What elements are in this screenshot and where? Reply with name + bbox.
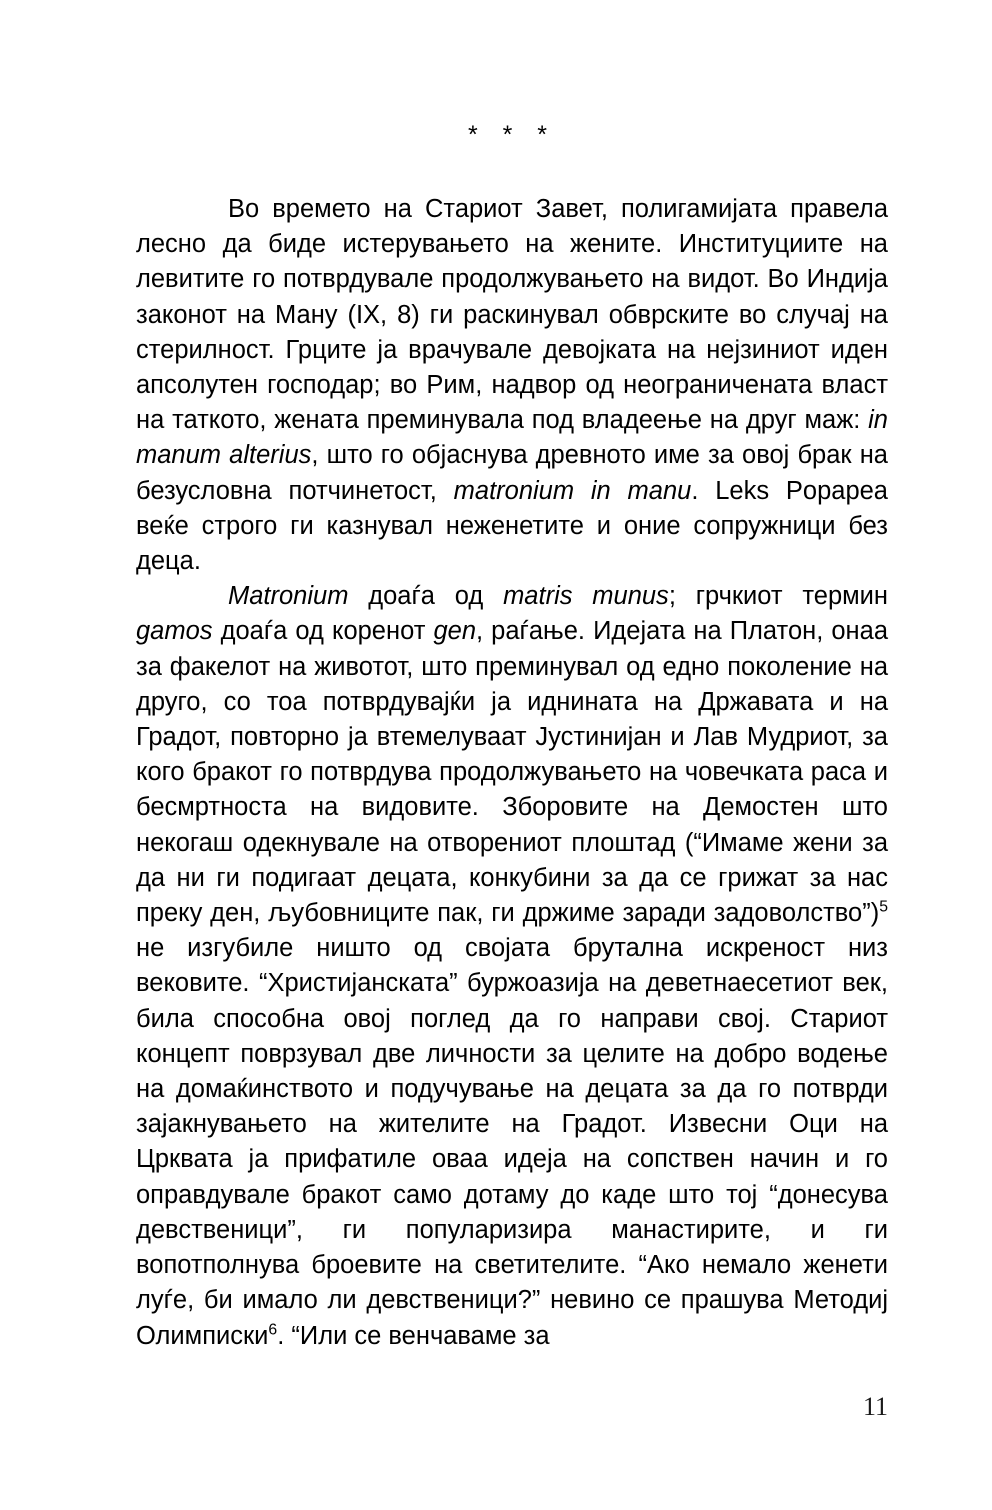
paragraph-1: Во времето на Стариот Завет, полигамијата правела лесно да биде истерувањето на жените. Институциите на левитите го потврдувале продолжувањето на видот. Во Индија законот на Ману (IX, 8) ги раскинувал обврските во случај на стерилност. Грците ја врачувале девојката на нејзиниот иден апсолутен господар; во Рим, надвор од неограничената власт на таткото, жената преминувала под владеење на друг маж: in manum alterius, што го објаснува древното име за овој брак на безусловна потчинетост, matronium in manu. Leks Popapea веќе строго ги казнувал неженетите и оние сопружници без деца.	[136, 195, 888, 576]
footnote-reference: 5	[879, 898, 888, 916]
italic-term: gamos	[136, 617, 213, 646]
italic-term: matris munus	[503, 582, 669, 611]
page-number: 11	[862, 1392, 888, 1421]
section-divider: * * *	[467, 121, 557, 149]
italic-term: Matronium	[228, 582, 349, 611]
paragraph-2: Matronium доаѓа од matris munus; грчкиот термин gamos доаѓа од коренот gen, раѓање. Идејата на Платон, онаа за факелот на животот, што преминувал од едно поколение на друго, со тоа потврдувајќи ја иднината на Државата и на Градот, повторно ја втемелуваат Јустинијан и Лав Мудриот, за кого бракот го потврдува продолжувањето на човечката раса и бесмртноста на видовите. Зборовите на Демостен што некогаш одекнувале на отворениот плоштад (“Имаме жени за да ни ги подигаат децата, конкубини за да се грижат за нас преку ден, љубовниците пак, ги држиме заради задоволство”)$^5$ не изгубиле ништо од својата брутална искреност низ вековите. “Христијанската” буржоазија на деветнаесетиот век, била способна овој поглед да го направи свој. Стариот концепт поврзувал две личности за целите на добро водење на домаќинството и подучување на децата за да го потврди зајакнувањето на жителите на Градот. Извесни Оци на Црквата ја прифатиле оваа идеја на сопствен начин и го оправдувале бракот само дотаму до каде што тој “донесува девственици”, ги популаризира манастирите, и ги вопотполнува броевите на светителите. “Ако немало женети луѓе, би имало ли девственици?” невино се прашува Методиј Олимписки$^6$. “Или се венчаваме за	[136, 582, 889, 1350]
italic-term: matronium in manu	[453, 476, 692, 505]
page-content	[136, 120, 888, 1354]
italic-term: in manum alterius	[136, 406, 888, 470]
italic-term: gen	[433, 617, 476, 646]
footnote-reference: 6	[268, 1321, 278, 1338]
